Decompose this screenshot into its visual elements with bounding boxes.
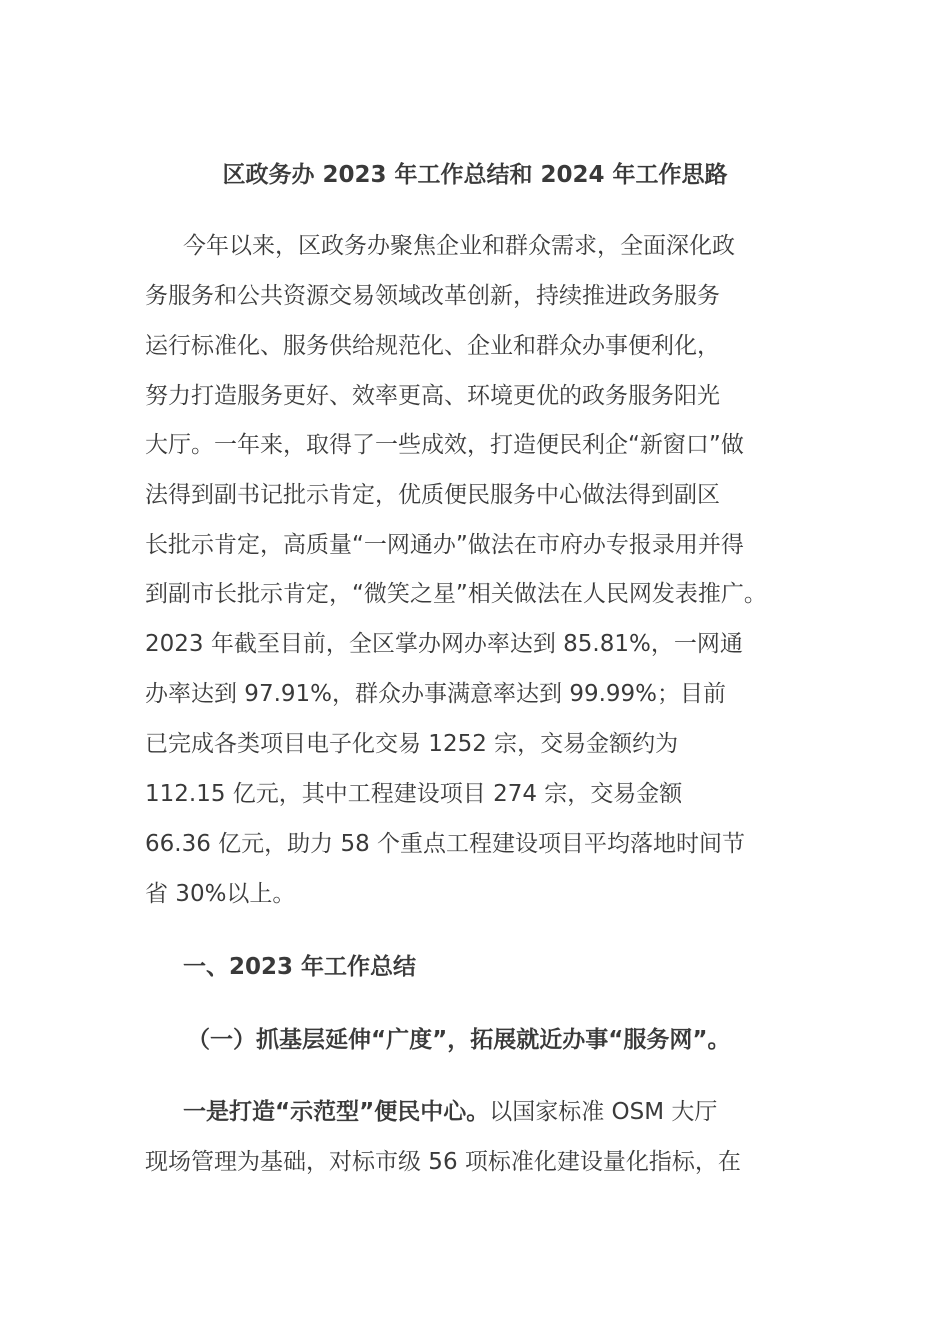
intro-line-2: 务服务和公共资源交易领域改革创新，持续推进政务服务 bbox=[145, 283, 720, 309]
intro-line-1: 今年以来，区政务办聚焦企业和群众需求，全面深化政 bbox=[183, 233, 735, 259]
intro-line-6: 法得到副书记批示肯定，优质便民服务中心做法得到副区 bbox=[145, 482, 720, 508]
item-lead: 一是打造“示范型”便民中心。 bbox=[183, 1099, 490, 1125]
document-title: 区政务办 2023 年工作总结和 2024 年工作思路 bbox=[222, 162, 728, 188]
intro-line-13: 66.36 亿元，助力 58 个重点工程建设项目平均落地时间节 bbox=[145, 831, 746, 857]
item-paragraph-line-2: 现场管理为基础，对标市级 56 项标准化建设量化指标，在 bbox=[145, 1149, 741, 1175]
item-line-1-rest: 以国家标准 OSM 大厅 bbox=[489, 1099, 718, 1125]
intro-line-12: 112.15 亿元，其中工程建设项目 274 宗，交易金额 bbox=[145, 781, 683, 807]
intro-line-11: 已完成各类项目电子化交易 1252 宗，交易金额约为 bbox=[145, 731, 679, 757]
intro-line-10: 办率达到 97.91%，群众办事满意率达到 99.99%；目前 bbox=[145, 681, 727, 707]
intro-line-9: 2023 年截至目前，全区掌办网办率达到 85.81%，一网通 bbox=[145, 631, 743, 657]
intro-line-14: 省 30%以上。 bbox=[145, 881, 296, 907]
section-heading: 一、2023 年工作总结 bbox=[183, 954, 417, 980]
intro-line-7: 长批示肯定，高质量“一网通办”做法在市府办专报录用并得 bbox=[145, 532, 744, 558]
item-paragraph-line-1 bbox=[183, 1094, 717, 1130]
intro-line-3: 运行标准化、服务供给规范化、企业和群众办事便利化， bbox=[145, 333, 720, 359]
intro-line-4: 努力打造服务更好、效率更高、环境更优的政务服务阳光 bbox=[145, 383, 720, 409]
intro-line-8: 到副市长批示肯定，“微笑之星”相关做法在人民网发表推广。 bbox=[145, 581, 767, 607]
intro-line-5: 大厅。一年来，取得了一些成效，打造便民利企“新窗口”做 bbox=[145, 432, 744, 458]
subsection-heading: （一）抓基层延伸“广度”，拓展就近办事“服务网”。 bbox=[187, 1027, 731, 1053]
